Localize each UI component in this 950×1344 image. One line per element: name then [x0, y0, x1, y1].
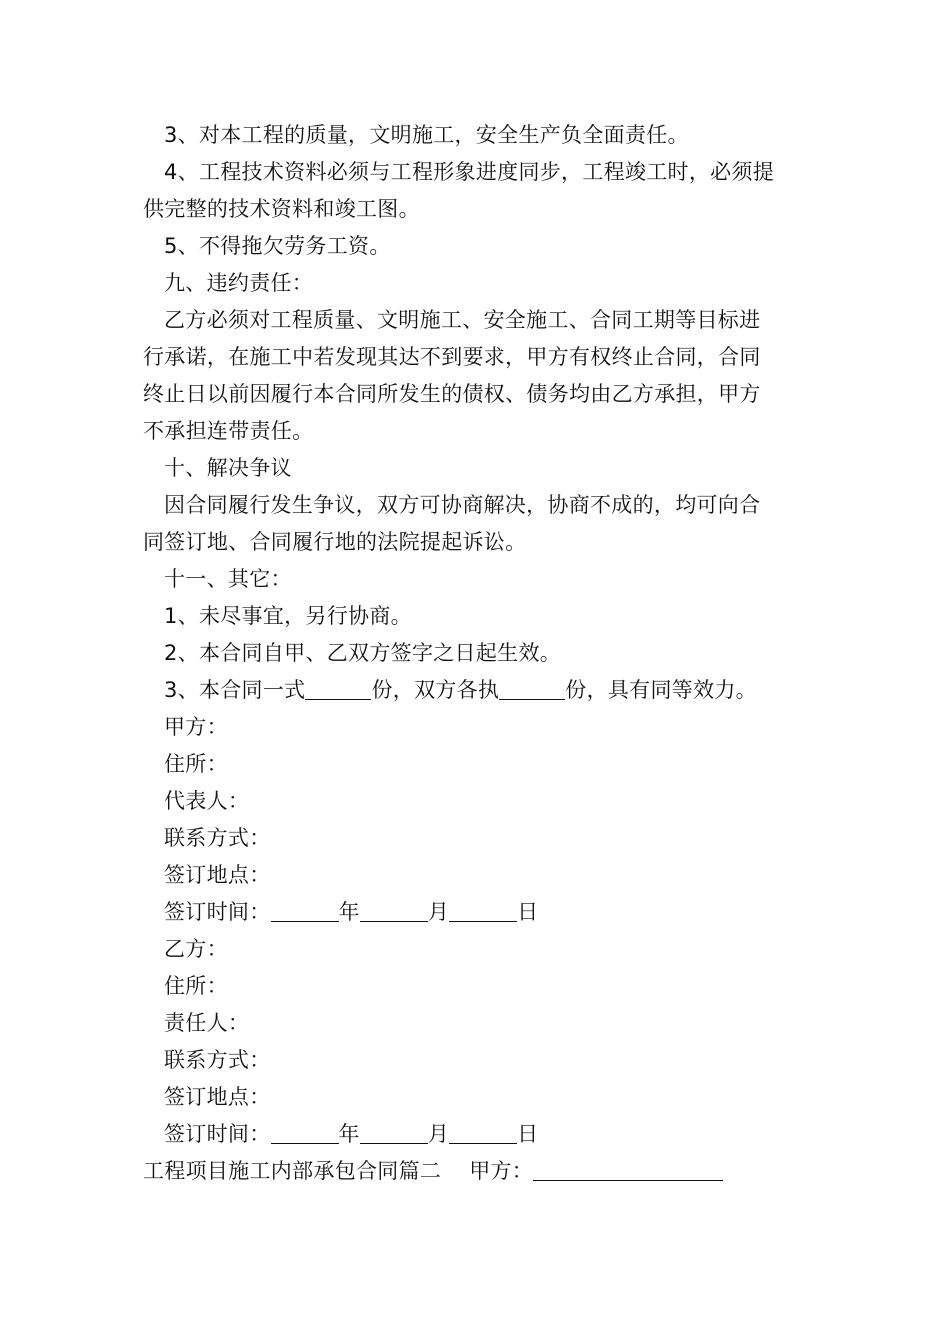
- item-technical-docs-line1: 4、工程技术资料必须与工程形象进度同步，工程竣工时，必须提: [164, 160, 775, 184]
- next-contract-heading: [143, 1153, 808, 1190]
- copies-each-blank: [499, 677, 565, 700]
- day-label: 日: [517, 1122, 539, 1146]
- year-blank: [271, 899, 339, 922]
- document-page: [143, 117, 808, 1190]
- section-breach-line3: 终止日以前因履行本合同所发生的债权、债务均由乙方承担，甲方: [143, 382, 761, 406]
- copies-text-b: 份，双方各执: [371, 678, 500, 702]
- copies-text-a: 3、本合同一式: [164, 678, 306, 702]
- month-blank: [360, 899, 428, 922]
- day-blank: [449, 1121, 517, 1144]
- month-label: 月: [427, 900, 450, 924]
- item-technical-docs-line2: 供完整的技术资料和竣工图。: [143, 197, 420, 221]
- party-b-sign-time: [143, 1116, 808, 1153]
- year-label: 年: [338, 900, 360, 924]
- party-a-label: 甲方：: [164, 715, 228, 739]
- year-blank: [271, 1121, 339, 1144]
- party-a-representative-label: 代表人：: [164, 789, 250, 813]
- party-a-address-label: 住所：: [164, 752, 228, 776]
- day-label: 日: [517, 900, 539, 924]
- party-a-sign-time: [143, 894, 808, 931]
- party-b-label: 乙方：: [164, 937, 228, 961]
- next-party-a-label: 甲方：: [469, 1159, 534, 1183]
- section-dispute-title: 十、解决争议: [164, 456, 292, 480]
- section-dispute-line1: 因合同履行发生争议，双方可协商解决，协商不成的，均可向合: [164, 493, 761, 517]
- next-party-a-blank: [533, 1158, 723, 1181]
- item-wages: 5、不得拖欠劳务工资。: [164, 234, 391, 258]
- party-a-contact-label: 联系方式：: [164, 826, 271, 850]
- day-blank: [449, 899, 517, 922]
- copies-text-c: 份，具有同等效力。: [565, 678, 757, 702]
- party-b-address-label: 住所：: [164, 974, 228, 998]
- copies-total-blank: [305, 677, 371, 700]
- section-breach-line2: 行承诺，在施工中若发现其达不到要求，甲方有权终止合同，合同: [143, 345, 761, 369]
- sign-time-label: 签订时间：: [164, 900, 271, 924]
- section-dispute-line2: 同签订地、合同履行地的法院提起诉讼。: [143, 530, 527, 554]
- year-label: 年: [338, 1122, 360, 1146]
- next-contract-title: 工程项目施工内部承包合同篇二: [143, 1159, 442, 1183]
- other-item-2: 2、本合同自甲、乙双方签字之日起生效。: [164, 641, 562, 665]
- item-quality: 3、对本工程的质量，文明施工，安全生产负全面责任。: [164, 123, 689, 147]
- section-breach-line1: 乙方必须对工程质量、文明施工、安全施工、合同工期等目标进: [164, 308, 761, 332]
- party-a-sign-place-label: 签订地点：: [164, 863, 271, 887]
- party-b-sign-place-label: 签订地点：: [164, 1085, 271, 1109]
- sign-time-label: 签订时间：: [164, 1122, 271, 1146]
- section-breach-title: 九、违约责任：: [164, 271, 314, 295]
- section-other-title: 十一、其它：: [164, 567, 292, 591]
- section-breach-line4: 不承担连带责任。: [143, 419, 314, 443]
- other-item-1: 1、未尽事宜，另行协商。: [164, 604, 412, 628]
- month-blank: [360, 1121, 428, 1144]
- month-label: 月: [427, 1122, 450, 1146]
- other-item-3: [143, 672, 808, 709]
- party-b-contact-label: 联系方式：: [164, 1048, 271, 1072]
- party-b-responsible-label: 责任人：: [164, 1011, 250, 1035]
